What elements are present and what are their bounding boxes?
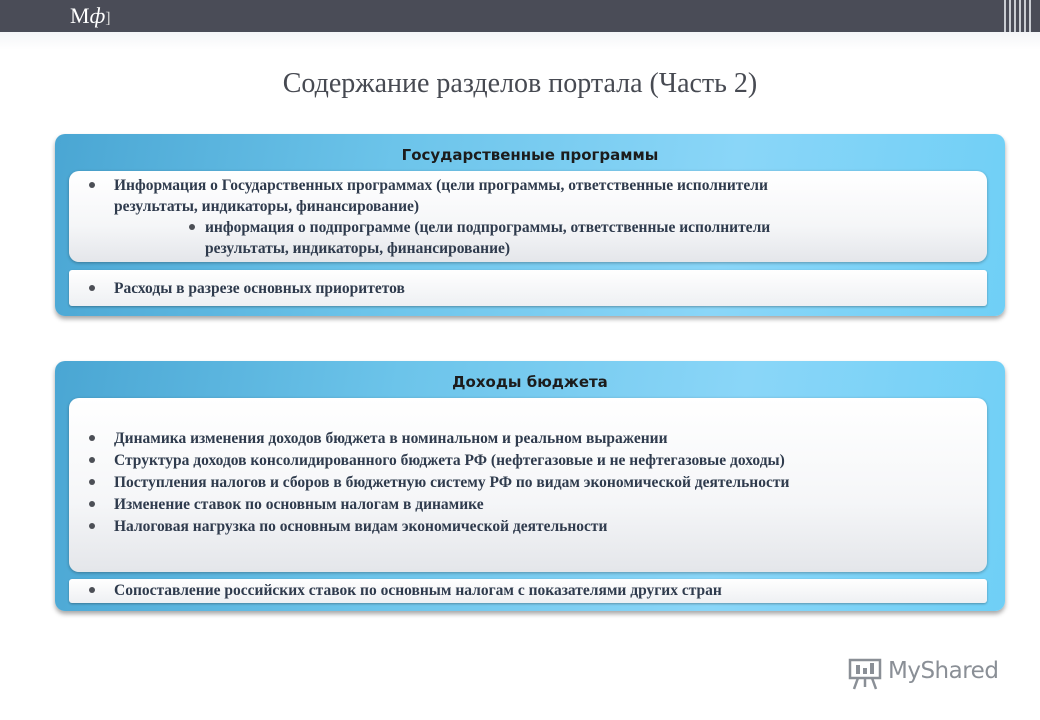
list-item-line: Изменение ставок по основным налогам в динамике [114, 496, 484, 513]
list-item-line: Структура доходов консолидированного бюджета РФ (нефтегазовые и не нефтегазовые доходы) [114, 452, 785, 469]
bullet-icon [89, 457, 95, 463]
bullet-icon [89, 523, 95, 529]
panel-title: Доходы бюджета [452, 373, 608, 391]
list-item [114, 428, 668, 449]
watermark-text: MyShared [888, 658, 999, 684]
logo-phi: ф [89, 3, 106, 28]
logo-letter: М [70, 3, 90, 28]
list-item [114, 472, 789, 493]
list-item [114, 580, 722, 601]
content-strip [69, 270, 987, 306]
list-item-line: результаты, индикаторы, финансирование) [114, 198, 420, 215]
slide-title: Содержание разделов портала (Часть 2) [282, 68, 758, 99]
list-item-line: Сопоставление российских ставок по основным налогам с показателями других стран [114, 582, 722, 599]
bullet-icon [89, 435, 95, 441]
list-item-line: Налоговая нагрузка по основным видам экономической деятельности [114, 518, 608, 535]
panel-title: Государственные программы [401, 146, 659, 164]
content-strip [69, 579, 987, 603]
logo [70, 2, 111, 30]
list-item [114, 278, 405, 299]
list-item-line: информация о подпрограмме (цели подпрограммы, ответственные исполнители [205, 219, 771, 236]
panel-budget-revenue [55, 361, 1005, 611]
watermark-logo [848, 656, 1008, 692]
list-item-line: Информация о Государственных программах (цели программы, ответственные исполнители [114, 177, 768, 194]
list-item-line: Расходы в разрезе основных приоритетов [114, 280, 405, 297]
logo-bracket: ] [105, 10, 111, 27]
sub-list-item [205, 217, 770, 259]
list-item [114, 494, 484, 515]
list-item-line: результаты, индикаторы, финансирование) [205, 240, 511, 257]
list-item [114, 175, 768, 217]
bullet-icon [89, 182, 95, 188]
list-item-line: Поступления налогов и сборов в бюджетную систему РФ по видам экономической деятельности [114, 474, 790, 491]
presentation-board-icon [848, 656, 884, 690]
list-item [114, 450, 785, 471]
bullet-icon [89, 587, 95, 593]
bullet-icon [89, 501, 95, 507]
panel-state-programs [55, 134, 1005, 316]
content-card [69, 398, 987, 572]
header-shadow [0, 32, 1040, 50]
list-item [114, 516, 607, 537]
bullet-icon [89, 285, 95, 291]
decorative-stripes [1004, 0, 1032, 32]
list-item-line: Динамика изменения доходов бюджета в номинальном и реальном выражении [114, 430, 668, 447]
bullet-icon [189, 224, 195, 230]
content-card [69, 171, 987, 262]
bullet-icon [89, 479, 95, 485]
top-bar [0, 0, 1040, 32]
